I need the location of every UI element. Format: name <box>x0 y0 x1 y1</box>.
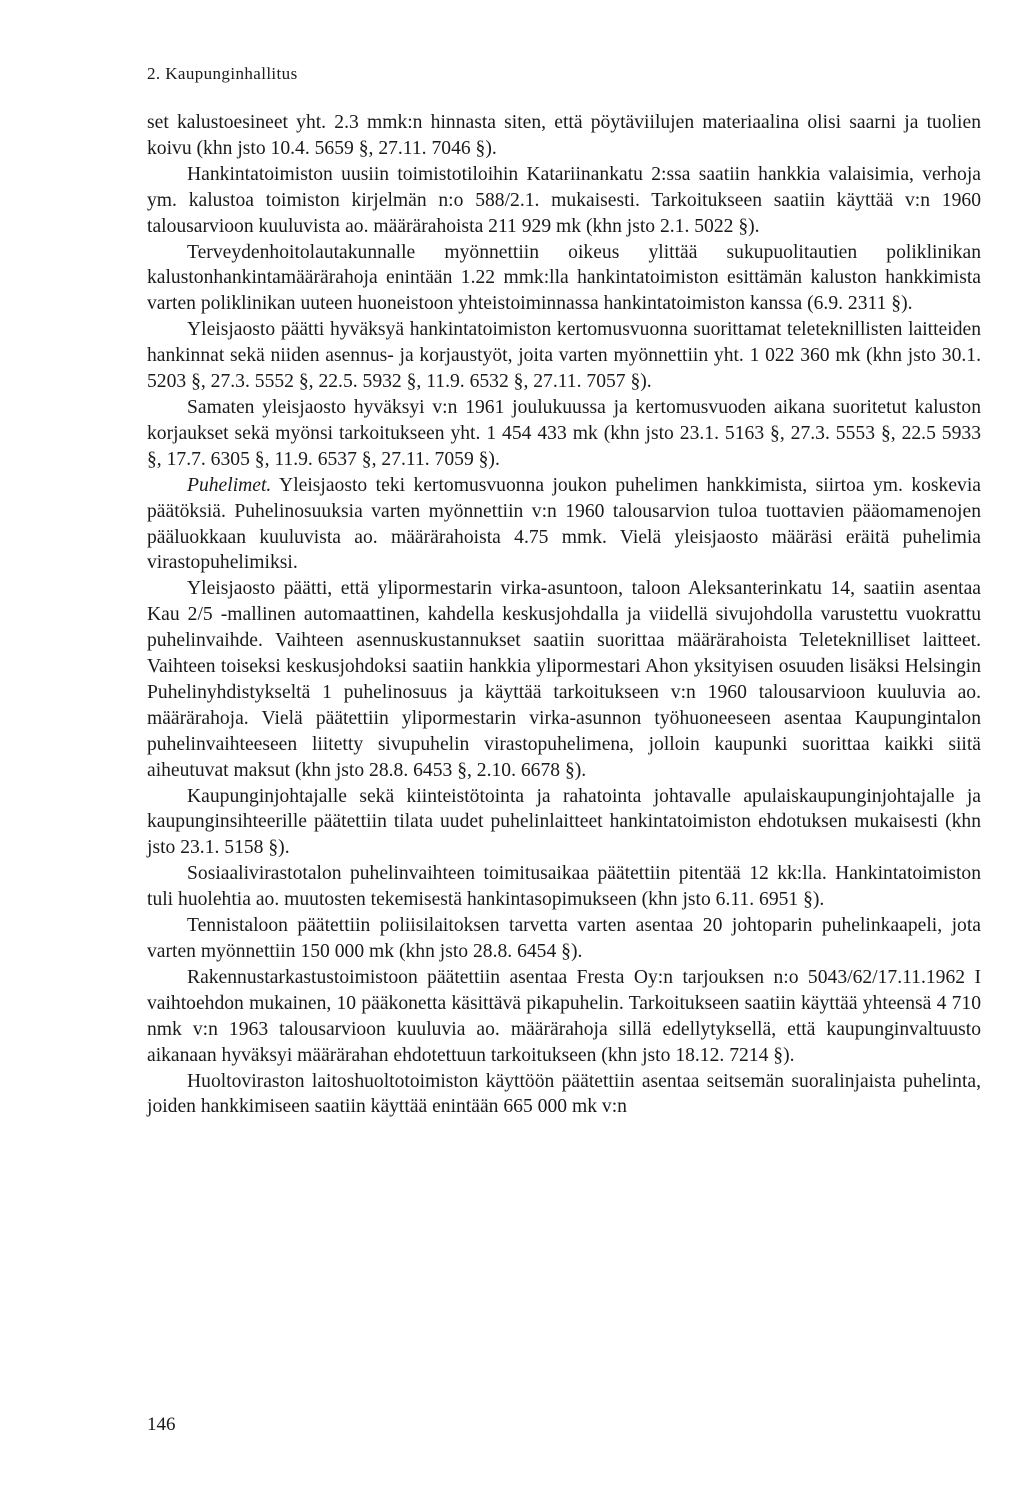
paragraph: Yleisjaosto päätti hyväksyä hankintatoimiston kertomusvuonna suorittamat teleteknillisten laitteiden hankinnat sekä niiden asennus- ja korjaustyöt, joita varten myönnettiin yht. 1 022 360 mk (khn jsto 30.1. 5203 §, 27.3. 5552 §, 22.5. 5932 §, 11.9. 6532 §, 27.11. 7057 §). <box>147 319 981 393</box>
paragraph: Yleisjaosto päätti, että ylipormestarin virka-asuntoon, taloon Aleksanterinkatu 14, saatiin asentaa Kau 2/5 -mallinen automaattinen, kahdella keskusjohdalla ja viidellä sivujohdolla varustettu vuokrattu puhelinvaihde. Vaihteen asennuskustannukset saatiin suorittaa määrärahoista Teleteknilliset laitteet. Vaihteen toiseksi keskusjohdoksi saatiin hankkia ylipormestari Ahon yksityisen osuuden lisäksi Helsingin Puhelinyhdistykseltä 1 puhelinosuus ja käyttää tarkoitukseen v:n 1960 talousarvioon kuuluvia ao. määrärahoja. Vielä päätettiin ylipormestarin virka-asunnon työhuoneeseen asentaa Kaupungintalon puhelinvaihteeseen liitetty sivupuhelin virastopuhelimena, jolloin kaupunki suorittaa kaikki siitä aiheutuvat maksut (khn jsto 28.8. 6453 §, 2.10. 6678 §). <box>147 578 981 781</box>
paragraph: Sosiaalivirastotalon puhelinvaihteen toimitusaikaa päätettiin pitentää 12 kk:lla. Hankintatoimiston tuli huolehtia ao. muutosten tekemisestä hankintasopimukseen (khn jsto 6.11. 6951 §). <box>147 863 981 911</box>
paragraph: set kalustoesineet yht. 2.3 mmk:n hinnasta siten, että pöytäviilujen materiaalina olisi saarni ja tuolien koivu (khn jsto 10.4. 5659 §, 27.11. 7046 §). <box>147 112 981 159</box>
paragraph-puhelimet <box>147 473 981 577</box>
running-header: 2. Kaupunginhallitus <box>147 64 298 83</box>
paragraph: Rakennustarkastustoimistoon päätettiin asentaa Fresta Oy:n tarjouksen n:o 5043/62/17.11.1962 I vaihtoehdon mukainen, 10 pääkonetta käsittävä pikapuhelin. Tarkoitukseen saatiin käyttää yhteensä 4 710 nmk v:n 1963 talousarvioon kuuluvia ao. määrärahoja sillä edellytyksellä, että kaupunginvaltuusto aikanaan hyväksyi määrärahan ehdotettuun tarkoitukseen (khn jsto 18.12. 7214 §). <box>147 966 981 1066</box>
paragraph: Samaten yleisjaosto hyväksyi v:n 1961 joulukuussa ja kertomusvuoden aikana suoritetut kaluston korjaukset sekä myönsi tarkoitukseen yht. 1 454 433 mk (khn jsto 23.1. 5163 §, 27.3. 5553 §, 22.5 5933 §, 17.7. 6305 §, 11.9. 6537 §, 27.11. 7059 §). <box>147 396 981 470</box>
paragraph: Terveydenhoitolautakunnalle myönnettiin oikeus ylittää sukupuolitautien poliklinikan kalustonhankintamäärärahoja enintään 1.22 mmk:lla hankintatoimiston esittämän kaluston hankkimista varten poliklinikan uuteen huoneistoon yhteistoiminnassa hankintatoimiston kanssa (6.9. 2311 §). <box>147 241 981 315</box>
body-text <box>147 110 981 1120</box>
paragraph: Hankintatoimiston uusiin toimistotiloihin Katariinankatu 2:ssa saatiin hankkia valaisimia, verhoja ym. kalustoa toimiston kirjelmän n:o 588/2.1. mukaisesti. Tarkoitukseen saatiin käyttää v:n 1960 talousarvioon kuuluvista ao. määrärahoista 211 929 mk (khn jsto 2.1. 5022 §). <box>147 163 981 237</box>
paragraph: Huoltoviraston laitoshuoltotoimiston käyttöön päätettiin asentaa seitsemän suoralinjaista puhelinta, joiden hankkimiseen saatiin käyttää enintään 665 000 mk v:n <box>147 1070 981 1118</box>
section-lead: Puhelimet. <box>187 474 272 496</box>
paragraph: Kaupunginjohtajalle sekä kiinteistötointa ja rahatointa johtavalle apulaiskaupunginjohtajalle ja kaupunginsihteerille päätettiin tilata uudet puhelinlaitteet hankintatoimiston ehdotuksen mukaisesti (khn jsto 23.1. 5158 §). <box>147 785 981 859</box>
page-number: 146 <box>147 1414 176 1435</box>
paragraph: Tennistaloon päätettiin poliisilaitoksen tarvetta varten asentaa 20 johtoparin puhelinkaapeli, jota varten myönnettiin 150 000 mk (khn jsto 28.8. 6454 §). <box>147 915 981 962</box>
paragraph-text: Yleisjaosto teki kertomusvuonna joukon puhelimen hankkimista, siirtoa ym. koskevia päätöksiä. Puhelinosuuksia varten myönnettiin v:n 1960 talousarvion tuloa tuottavien pääomamenojen pääluokkaan kuuluvista ao. määrärahoista 4.75 mmk. Vielä yleisjaosto määräsi eräitä puhelimia virastopuhelimiksi. <box>147 474 981 574</box>
